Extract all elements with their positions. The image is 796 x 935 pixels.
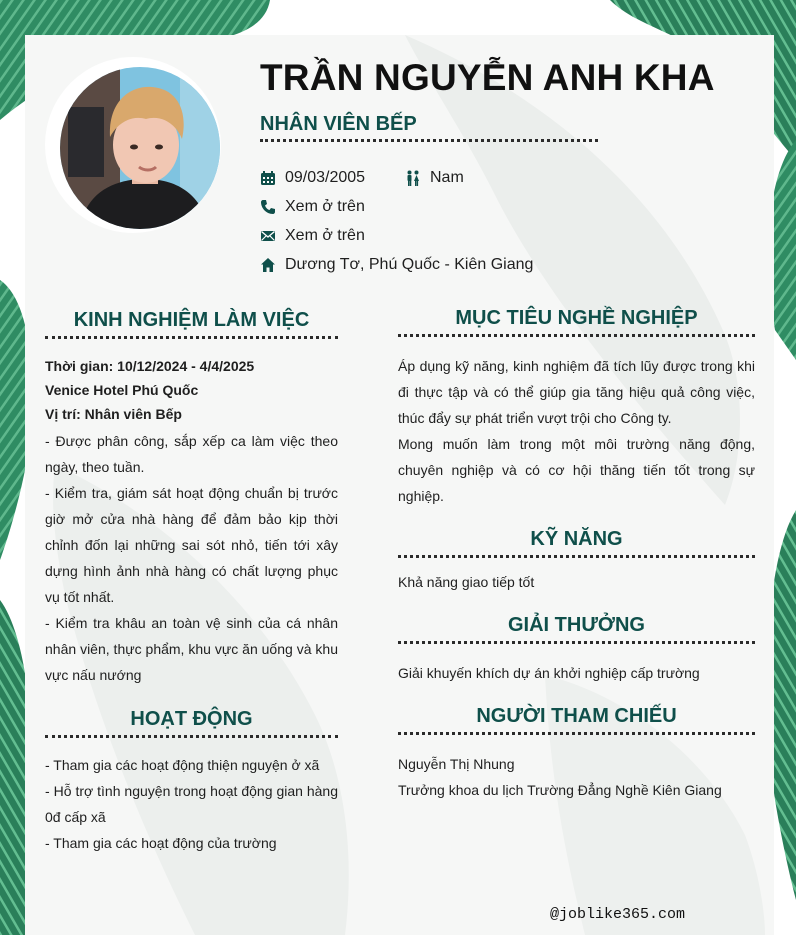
objective-paragraph: Mong muốn làm trong một môi trường năng động, chuyên nghiệp và có cơ hội thăng tiến tốt trong sự nghiệp. — [398, 436, 755, 504]
references-section — [398, 751, 755, 803]
objective-section — [398, 353, 755, 509]
objective-paragraph: Áp dụng kỹ năng, kinh nghiệm đã tích lũy được trong khi đi thực tập và có thể giúp gia tăng hiệu quả công việc, thúc đẩy sự phát triển vượt trội cho Công ty. — [398, 358, 755, 426]
email-icon — [260, 228, 276, 244]
reference-name: Nguyễn Thị Nhung — [398, 756, 515, 772]
experience-position: Vị trí: Nhân viên Bếp — [45, 406, 182, 422]
references-heading: NGƯỜI THAM CHIẾU — [476, 705, 677, 727]
experience-heading: KINH NGHIỆM LÀM VIỆC — [73, 309, 310, 331]
phone-row — [260, 198, 365, 216]
job-title: NHÂN VIÊN BẾP — [260, 113, 417, 135]
experience-divider — [45, 336, 338, 339]
skills-text: Khả năng giao tiếp tốt — [398, 574, 535, 590]
experience-duty: - Kiểm tra, giám sát hoạt động chuẩn bị trước giờ mở cửa nhà hàng để đảm bảo kịp thời chỉnh đốn lại những sai sót nhỏ, tiến tới xây dựng hình ảnh nhà hàng có chất lượng phục vụ tốt nhất. — [45, 485, 338, 605]
email-row — [260, 227, 365, 245]
awards-heading: GIẢI THƯỞNG — [508, 614, 645, 636]
activity-item: - Hỗ trợ tình nguyện trong hoạt động gian hàng 0đ cấp xã — [45, 783, 338, 825]
experience-duty: - Kiểm tra khâu an toàn vệ sinh của cá nhân nhân viên, thực phẩm, khu vực ăn uống và khu vực nấu nướng — [45, 615, 338, 683]
skills-divider — [398, 555, 755, 558]
objective-divider — [398, 334, 755, 337]
experience-section — [45, 354, 338, 688]
references-divider — [398, 732, 755, 735]
activities-divider — [45, 735, 338, 738]
phone-value: Xem ở trên — [285, 198, 365, 215]
phone-icon — [260, 199, 276, 215]
reference-role: Trưởng khoa du lịch Trường Đẳng Nghề Kiên Giang — [398, 782, 722, 798]
experience-duty: - Được phân công, sắp xếp ca làm việc theo ngày, theo tuần. — [45, 433, 338, 475]
activities-heading: HOẠT ĐỘNG — [130, 708, 253, 730]
gender-row — [405, 169, 464, 187]
avatar-photo — [60, 67, 220, 229]
activity-item: - Tham gia các hoạt động của trường — [45, 835, 277, 851]
email-value: Xem ở trên — [285, 227, 365, 244]
gender-value: Nam — [430, 169, 464, 186]
title-divider — [260, 139, 598, 142]
home-icon — [260, 257, 276, 273]
gender-icon — [405, 170, 421, 186]
experience-time: Thời gian: 10/12/2024 - 4/4/2025 — [45, 358, 255, 374]
experience-company: Venice Hotel Phú Quốc — [45, 382, 199, 398]
skills-heading: KỸ NĂNG — [530, 528, 623, 550]
address-value: Dương Tơ, Phú Quốc - Kiên Giang — [285, 256, 534, 273]
address-row — [260, 256, 533, 274]
avatar — [45, 57, 221, 233]
activities-section — [45, 752, 338, 856]
activity-item: - Tham gia các hoạt động thiện nguyện ở xã — [45, 757, 320, 773]
candidate-name: TRẦN NGUYỄN ANH KHA — [260, 57, 715, 98]
objective-heading: MỤC TIÊU NGHỀ NGHIỆP — [455, 307, 698, 329]
calendar-icon — [260, 170, 276, 186]
birthday-row — [260, 169, 365, 187]
birthday-value: 09/03/2005 — [285, 169, 366, 186]
awards-divider — [398, 641, 755, 644]
awards-text: Giải khuyến khích dự án khởi nghiệp cấp trường — [398, 665, 700, 681]
footer-watermark: @joblike365.com — [550, 906, 686, 923]
